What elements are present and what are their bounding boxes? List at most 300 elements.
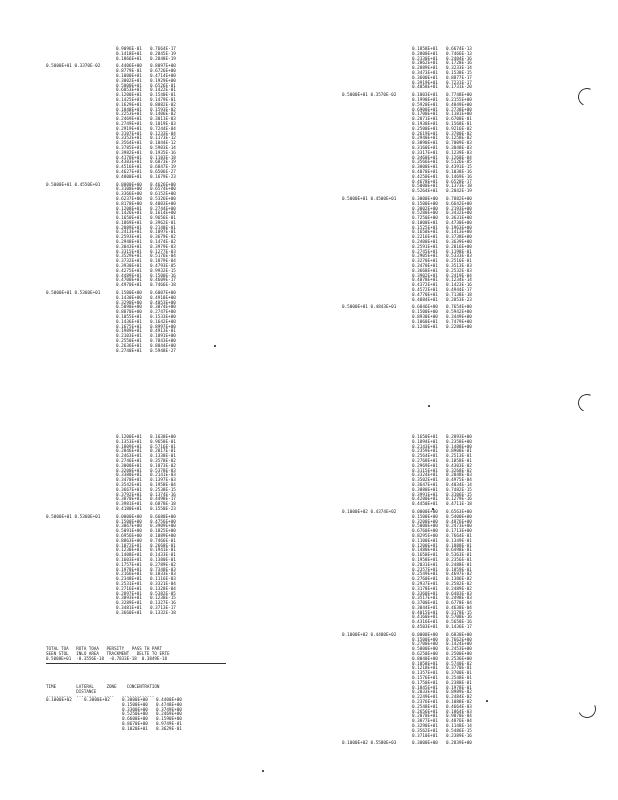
distance-cell: 0.2549E+01 [412, 572, 438, 578]
concentration-cell: 0.2513E-01 [446, 454, 472, 460]
distance-cell: 0.3660E+01 [116, 610, 142, 616]
concentration-cell: 0.3178E-15 [446, 610, 472, 616]
distance-cell: 0.3919E+01 [412, 80, 438, 86]
concentration-cell: 0.2488E-01 [446, 562, 472, 568]
distance-cell: 0.1200E+01 [412, 543, 438, 549]
distance-cell: 0.4489E+01 [116, 273, 142, 279]
concentration-cell: 0.3770E-01 [446, 666, 472, 672]
group-label: 0.5000E+01 0.5360E+01 [46, 514, 101, 520]
distance-cell: 0.4070E+01 [412, 169, 438, 175]
distance-cell: 0.1650E+01 [412, 435, 438, 440]
zone-cell: 0.1020E+01 [122, 726, 148, 732]
concentration-cell: 0.2668E-01 [150, 543, 176, 549]
distance-cell: 0.4180E+01 [116, 506, 142, 512]
concentration-cell: 0.1044E-12 [150, 141, 176, 147]
distance-cell: 0.1845E+01 [412, 685, 438, 691]
distance-cell: 0.4800E+01 [116, 174, 142, 180]
concentration-cell: 0.2042E-19 [446, 189, 472, 195]
distance-cell: 0.2862E+01 [412, 61, 438, 67]
concentration-cell: 0.2358E+00 [446, 439, 472, 445]
concentration-cell: 0.1088E-02 [446, 700, 472, 706]
concentration-cell: 0.1593E-02 [150, 107, 176, 113]
concentration-cell: 0.5126E-05 [446, 160, 472, 166]
distance-cell: 0.3800E+01 [412, 165, 438, 171]
distance-cell: 0.2500E+01 [412, 126, 438, 132]
summary-values: 0.5008E+01 -0.3556E-18 -0.7833E-18 0.3849E-18 [46, 656, 168, 661]
concentration-cell: 0.5708E-16 [446, 615, 472, 621]
concentration-cell: 0.5382E-05 [150, 591, 176, 597]
distance-cell: 0.2359E+01 [412, 449, 438, 455]
concentration-cell: 0.1380E-01 [150, 557, 176, 563]
concentration-cell: 0.4303E-02 [446, 463, 472, 469]
distance-cell: 0.1525E+01 [412, 225, 438, 231]
punch-hole-mark [575, 85, 598, 108]
concentration-cell: 0.7654E+00 [446, 305, 472, 311]
table-row [116, 176, 296, 181]
distance-cell: 0.2940E+01 [412, 136, 438, 142]
concentration-cell: 0.8844E+00 [150, 343, 176, 349]
distance-cell: 0.2740E+01 [116, 348, 142, 354]
concentration-cell: 0.1234E-14 [446, 278, 472, 284]
concentration-cell: 0.2048E-03 [446, 473, 472, 479]
concentration-cell: 0.3074E+00 [150, 305, 176, 311]
distance-cell: 0.3317E+01 [412, 150, 438, 156]
concentration-cell: 0.9656E-01 [150, 216, 176, 222]
concentration-cell: 0.7138E-18 [446, 292, 472, 298]
concentration-cell: 0.3909E+00 [150, 524, 176, 530]
data-group [342, 511, 572, 631]
concentration-cell: 0.2839E+00 [446, 741, 472, 747]
group-label: 0.5000E+01 0.4550E+01 [46, 182, 101, 188]
concentration-cell: 0.3713E-17 [150, 605, 176, 611]
distance-cell: 0.2937E+01 [412, 581, 438, 587]
concentration-cell: 0.6498E-01 [446, 548, 472, 554]
distance-cell: 0.8930E+00 [412, 315, 438, 321]
distance-cell: 0.6053E+01 [116, 88, 142, 94]
distance-cell: 0.1208E+01 [116, 206, 142, 212]
data-table [46, 436, 296, 616]
distance-cell: 0.4015E+01 [412, 610, 438, 616]
concentration-cell: 0.2747E+00 [150, 310, 176, 316]
concentration-cell: 0.3578E-02 [150, 458, 176, 464]
distance-cell: 0.3315E+01 [116, 249, 142, 255]
distance-cell: 0.2564E+01 [412, 454, 438, 460]
concentration-cell: 0.3048E-03 [446, 145, 472, 151]
concentration-cell: 0.1879E-04 [150, 259, 176, 265]
concentration-cell: 0.1422E-01 [150, 88, 176, 94]
concentration-cell: 0.1638E+00 [150, 435, 176, 440]
concentration-cell: 0.2484E-02 [446, 695, 472, 701]
distance-cell: 0.1218E+01 [412, 666, 438, 672]
zone-cell: 0.6600E+00 [122, 717, 148, 723]
distance-cell: 0.1418E+01 [116, 51, 142, 57]
concentration-cell: 0.5942E+00 [446, 310, 472, 316]
data-group [342, 306, 572, 330]
concentration-cell: 0.4638E-04 [446, 605, 472, 611]
distance-cell: 0.2636E+01 [116, 343, 142, 349]
concentration-cell: 0.1349E-01 [446, 538, 472, 544]
distance-cell: 0.2071E+01 [412, 117, 438, 123]
concentration-cell: 0.1424E+00 [446, 642, 472, 648]
distance-cell: 0.4678E+01 [412, 179, 438, 185]
concentration-cell: 0.4918E+00 [150, 295, 176, 301]
distance-cell: 0.4516E+01 [116, 165, 142, 171]
table-row [412, 742, 572, 747]
distance-cell: 0.3542E+01 [116, 482, 142, 488]
speck [214, 345, 216, 347]
distance-cell: 0.3000E+00 [412, 741, 438, 747]
concentration-cell: 0.1183E-18 [150, 155, 176, 161]
distance-cell: 0.3270E+01 [412, 259, 438, 265]
distance-cell: 0.1869E+01 [116, 220, 142, 226]
distance-cell: 0.2870E+01 [412, 714, 438, 720]
distance-cell: 0.1848E+01 [116, 107, 142, 113]
concentration-cell: 0.1891E+00 [150, 334, 176, 340]
distance-cell: 0.5280E+00 [412, 211, 438, 217]
group-label: 0.1000E+02 0.4374E+02 [342, 509, 397, 515]
concentration-cell: 0.5400E+00 [446, 514, 472, 520]
concentration-cell: 0.1268E-04 [446, 155, 472, 161]
distance-cell: 0.3067E+00 [116, 524, 142, 530]
concentration-cell: 0.2744E+00 [150, 206, 176, 212]
distance-cell: 0.1750E+01 [412, 680, 438, 686]
distance-cell: 0.2768E+01 [412, 458, 438, 464]
distance-cell: 0.3200E+01 [116, 468, 142, 474]
distance-cell: 0.2716E+01 [116, 586, 142, 592]
distance-cell: 0.2749E+01 [116, 121, 142, 127]
distance-cell: 0.3002E+00 [412, 206, 438, 212]
concentration-cell: 0.4714E+00 [150, 73, 176, 79]
distance-cell: 0.1357E+01 [412, 671, 438, 677]
distance-cell: 0.4200E+01 [412, 497, 438, 503]
distance-cell: 0.2889E+01 [412, 66, 438, 72]
distance-cell: 0.1990E+01 [412, 97, 438, 103]
concentration-cell: 0.3962E-01 [150, 220, 176, 226]
concentration-cell: 0.3268E-02 [446, 468, 472, 474]
distance-cell: 0.1989E+01 [116, 329, 142, 335]
concentration-cell: 0.4609E-17 [150, 278, 176, 284]
distance-cell: 0.1930E+01 [412, 121, 438, 127]
distance-cell: 0.3902E+01 [412, 273, 438, 279]
distance-cell: 0.1058E+01 [412, 661, 438, 667]
concentration-cell: 0.7482E-15 [446, 487, 472, 493]
concentration-cell: 0.6873E-19 [150, 160, 176, 166]
concentration-cell: 0.6708E-01 [446, 117, 472, 123]
concentration-cell: 0.1614E+00 [150, 211, 176, 217]
concentration-cell: 0.1332E-18 [150, 610, 176, 616]
table-row [412, 190, 572, 195]
distance-cell: 0.2619E+01 [412, 131, 438, 137]
concentration-cell: 0.1488E+00 [446, 444, 472, 450]
concentration-cell: 0.2893E+00 [446, 435, 472, 440]
distance-cell: 0.1200E+01 [116, 93, 142, 99]
zone-cell: 0.8670E+00 [122, 721, 148, 727]
concentration-cell: 0.1386E-02 [446, 577, 472, 583]
distance-cell: 0.2531E+01 [116, 581, 142, 587]
concentration-cell: 0.1436E-17 [446, 625, 472, 631]
concentration-cell: 0.3979E-03 [150, 244, 176, 250]
distance-cell: 0.5920E+01 [412, 102, 438, 108]
concentration-cell: 0.5486E-15 [446, 728, 472, 734]
distance-cell: 0.4372E+01 [412, 283, 438, 289]
table-row [412, 326, 572, 331]
concentration-cell: 0.1277E-03 [150, 249, 176, 255]
distance-cell: 0.3562E+01 [412, 728, 438, 734]
distance-cell: 0.1650E+01 [116, 216, 142, 222]
distance-cell: 0.1500E+00 [116, 291, 142, 297]
concentration-cell: 0.1239E-03 [446, 150, 472, 156]
concentration-cell: 0.4003E+00 [150, 201, 176, 207]
distance-cell: 0.3470E+01 [116, 478, 142, 484]
concentration-cell: 0.5740E-02 [446, 661, 472, 667]
concentration-cell: 0.4034E-14 [446, 482, 472, 488]
distance-cell: 0.5000E+01 [116, 83, 142, 89]
group-label: 0.5000E+01 0.3570E-02 [342, 93, 397, 99]
concentration-cell: 0.4748E+00 [156, 702, 182, 708]
concentration-cell: 0.4793E-05 [150, 264, 176, 270]
distance-cell: 0.3115E+01 [412, 468, 438, 474]
data-group [46, 436, 296, 513]
concentration-cell: 0.6007E+00 [150, 291, 176, 297]
concentration-cell: 0.1258E-02 [446, 136, 472, 142]
distance-cell: 0.2166E+01 [116, 572, 142, 578]
distance-cell: 0.3502E+01 [412, 478, 438, 484]
distance-cell: 0.2376E+01 [412, 700, 438, 706]
concentration-cell: 0.2356E-01 [446, 557, 472, 563]
concentration-cell: 0.2538E-15 [150, 487, 176, 493]
distance-cell: 0.3160E+01 [412, 145, 438, 151]
concentration-cell: 0.9932E-15 [150, 268, 176, 274]
concentration-cell: 0.2148E-01 [150, 225, 176, 231]
concentration-cell: 0.7244E-04 [150, 126, 176, 132]
concentration-cell: 0.1148E-14 [446, 724, 472, 730]
summary-rows [46, 699, 296, 733]
concentration-cell: 0.2389E-16 [446, 733, 472, 739]
distance-cell: 0.1650E+01 [412, 230, 438, 236]
group-label: 0.5000E+01 0.4500E+01 [342, 196, 397, 202]
distance-cell: 0.2463E+01 [116, 454, 142, 460]
concentration-cell: 0.6878E-18 [150, 502, 176, 508]
concentration-cell: 0.1859E-01 [446, 567, 472, 573]
distance-cell: 0.1200E+01 [116, 435, 142, 440]
distance-cell: 0.2593E+01 [116, 235, 142, 241]
concentration-cell: 0.1374E-16 [150, 492, 176, 498]
concentration-cell: 0.4876E+00 [446, 519, 472, 525]
distance-cell: 0.2905E+01 [412, 254, 438, 260]
distance-cell: 0.5264E+01 [412, 189, 438, 195]
distance-cell: 0.2033E+01 [412, 690, 438, 696]
concentration-cell: 0.3106E-15 [446, 492, 472, 498]
concentration-cell: 0.1469E-16 [446, 174, 472, 180]
concentration-cell: 0.5176E-04 [150, 254, 176, 260]
data-group [342, 436, 572, 508]
concentration-cell: 0.2853E-23 [446, 297, 472, 303]
concentration-cell: 0.1033E-03 [150, 572, 176, 578]
distance-cell: 0.8000E+00 [116, 182, 142, 188]
distance-cell: 0.1353E+01 [116, 439, 142, 445]
concentration-cell: 0.5658E-16 [446, 620, 472, 626]
distance-cell: 0.3002E+01 [116, 78, 142, 84]
concentration-cell: 0.6830E+00 [446, 632, 472, 638]
distance-cell: 0.2143E+01 [412, 444, 438, 450]
concentration-cell: 0.1888E-01 [446, 543, 472, 549]
table-row [116, 508, 296, 513]
distance-cell: 0.2357E+01 [412, 567, 438, 573]
concentration-cell: 0.4975E-04 [446, 478, 472, 484]
distance-cell: 0.4058E+01 [412, 85, 438, 91]
distance-cell: 0.2591E+01 [412, 244, 438, 250]
distance-cell: 0.1055E+01 [116, 315, 142, 321]
distance-cell: 0.2919E+01 [116, 126, 142, 132]
concentration-cell: 0.2469E+00 [156, 712, 182, 718]
distance-cell: 0.1003E+01 [412, 93, 438, 99]
concentration-cell: 0.4944E-17 [446, 288, 472, 294]
distance-cell: 0.6900E+01 [412, 107, 438, 113]
zone-cell: 0.5250E+00 [122, 712, 148, 718]
data-group [46, 292, 296, 354]
concentration-cell: 0.6642E+00 [446, 201, 472, 207]
concentration-cell: 0.2016E+00 [446, 244, 472, 250]
concentration-cell: 0.9658E-01 [150, 439, 176, 445]
distance-cell: 0.2550E+01 [116, 339, 142, 345]
data-group [342, 634, 572, 740]
concentration-cell: 0.5363E-01 [446, 553, 472, 559]
distance-cell: 0.4383E+01 [116, 160, 142, 166]
concentration-cell: 0.2845E-19 [150, 51, 176, 57]
distance-cell: 0.3000E+00 [412, 196, 438, 202]
zone-cell: 0.1500E+00 [122, 702, 148, 708]
concentration-cell: 0.7664E-17 [150, 47, 176, 52]
distance-cell: 0.6250E+00 [412, 652, 438, 658]
distance-cell: 0.3324E+01 [412, 473, 438, 479]
distance-cell: 0.2656E+01 [412, 709, 438, 715]
distance-cell: 0.1500E+00 [116, 519, 142, 525]
concentration-cell: 0.7009E-03 [446, 141, 472, 147]
concentration-cell: 0.6726E+00 [150, 69, 176, 75]
distance-cell: 0.4700E+01 [116, 278, 142, 284]
distance-cell: 0.1866E+01 [116, 56, 142, 62]
concentration-cell: 0.7882E+00 [446, 196, 472, 202]
concentration-cell: 0.6674E-13 [446, 47, 472, 52]
concentration-cell: 0.1540E-01 [150, 93, 176, 99]
time-cell: 0.1000E+02 [46, 698, 72, 703]
distance-cell: 0.2469E+01 [116, 117, 142, 123]
distance-cell: 0.1000E+01 [412, 220, 438, 226]
concentration-cell: 0.4730E+00 [446, 220, 472, 226]
data-group [342, 742, 572, 747]
distance-cell: 0.2089E+01 [116, 225, 142, 231]
concentration-cell: 0.1731E-20 [446, 85, 472, 91]
distance-cell: 0.1480E+01 [412, 548, 438, 554]
concentration-cell: 0.7479E+00 [446, 319, 472, 325]
distance-cell: 0.5090E+00 [116, 305, 142, 311]
distance-cell: 0.3090E+01 [412, 141, 438, 147]
distance-cell: 0.5000E+00 [412, 524, 438, 530]
distance-cell: 0.1072E+01 [116, 543, 142, 549]
table-row [116, 612, 296, 617]
concentration-cell: 0.2738E+00 [446, 107, 472, 113]
concentration-cell: 0.8997E+00 [150, 324, 176, 330]
concentration-cell: 0.4697E-02 [446, 572, 472, 578]
speck [428, 405, 430, 407]
distance-cell: 0.3100E+00 [116, 187, 142, 193]
concentration-cell: 0.1327E-16 [150, 601, 176, 607]
distance-cell: 0.2031E+01 [412, 562, 438, 568]
distance-cell: 0.3880E+01 [412, 487, 438, 493]
concentration-cell: 0.6152E+00 [150, 192, 176, 198]
concentration-cell: 0.5948E-27 [150, 348, 176, 354]
data-table [46, 48, 296, 354]
distance-cell: 0.7250E+00 [412, 216, 438, 222]
concentration-cell: 0.7466E-01 [150, 538, 176, 544]
distance-cell: 0.1425E+01 [116, 97, 142, 103]
concentration-cell: 0.1198E-01 [446, 249, 472, 255]
concentration-cell: 0.7843E+00 [150, 339, 176, 345]
concentration-cell: 0.1406E-02 [150, 112, 176, 118]
punch-hole-mark [575, 697, 598, 720]
distance-cell: 0.3178E+01 [412, 586, 438, 592]
distance-cell: 0.1629E+01 [116, 102, 142, 108]
distance-cell: 0.4078E+01 [412, 278, 438, 284]
distance-cell: 0.1100E+01 [412, 538, 438, 544]
concentration-cell: 0.6506E-27 [150, 169, 176, 175]
concentration-cell: 0.2193E+00 [446, 206, 472, 212]
concentration-cell: 0.3780E-02 [446, 131, 472, 137]
concentration-cell: 0.1479E-01 [150, 97, 176, 103]
table-row [412, 86, 572, 91]
distance-cell: 0.3564E+01 [116, 141, 142, 147]
concentration-cell: 0.1089E+00 [150, 533, 176, 539]
distance-cell: 0.8295E+00 [412, 533, 438, 539]
concentration-cell: 0.4626E+00 [150, 182, 176, 188]
concentration-cell: 0.7662E+00 [446, 637, 472, 643]
concentration-cell: 0.1328E-04 [150, 586, 176, 592]
distance-cell: 0.3380E+01 [116, 473, 142, 479]
concentration-cell: 0.2817E-01 [150, 449, 176, 455]
concentration-cell: 0.4876E-04 [446, 719, 472, 725]
distance-cell: 0.1894E+01 [412, 439, 438, 445]
concentration-cell: 0.3631E+00 [446, 216, 472, 222]
concentration-cell: 0.4711E-18 [446, 502, 472, 508]
concentration-cell: 0.6574E+00 [150, 187, 176, 193]
distance-cell: 0.8040E+00 [412, 656, 438, 662]
speck [262, 770, 264, 772]
distance-cell: 0.3710E+01 [412, 733, 438, 739]
concentration-cell: 0.1413E+00 [446, 230, 472, 236]
concentration-cell: 0.4664E-03 [446, 704, 472, 710]
distance-cell: 0.2400E+01 [412, 240, 438, 246]
concentration-cell: 0.4391E-15 [446, 165, 472, 171]
concentration-cell: 0.1279E-16 [446, 497, 472, 503]
table-row [46, 728, 296, 733]
distance-cell: 0.8170E+00 [116, 201, 142, 207]
concentration-cell: 0.3233E-14 [446, 66, 472, 72]
distance-cell: 0.3093E+01 [116, 596, 142, 602]
concentration-cell: 0.3679E-02 [150, 235, 176, 241]
concentration-cell: 0.3321E-04 [150, 581, 176, 587]
distance-cell: 0.0000E+00 [116, 514, 142, 520]
speck [486, 700, 488, 702]
concentration-cell: 0.2848E-19 [150, 56, 176, 62]
distance-cell: 0.3517E+01 [412, 596, 438, 602]
concentration-cell: 0.2532E-03 [446, 268, 472, 274]
concentration-cell: 0.7466E-18 [150, 283, 176, 289]
concentration-cell: 0.7348E-03 [150, 567, 176, 573]
concentration-cell: 0.3432E+00 [446, 211, 472, 217]
distance-cell: 0.4572E+01 [412, 288, 438, 294]
column-header-2: DISTANCE [46, 689, 97, 694]
distance-cell: 0.1430E+00 [116, 295, 142, 301]
